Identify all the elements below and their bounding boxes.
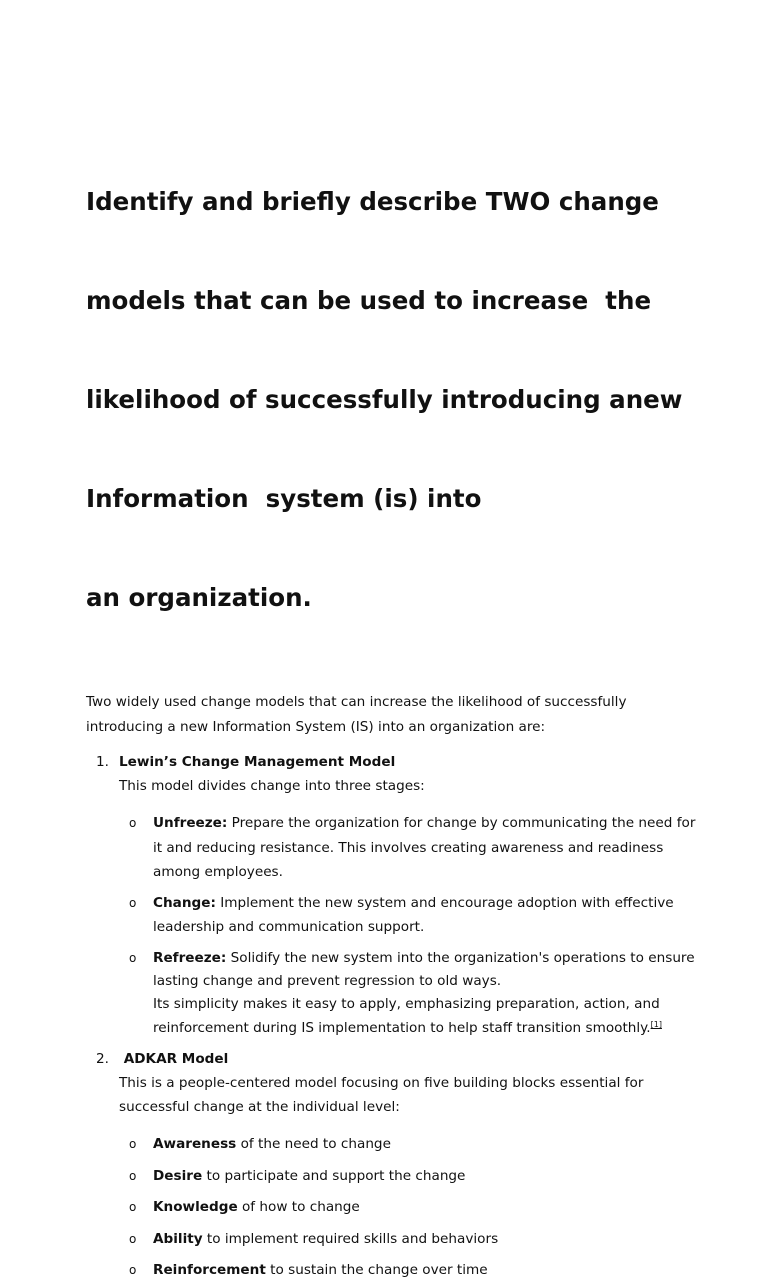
title-line: likelihood of successfully introducing anew <box>86 385 683 414</box>
block-term: Knowledge <box>153 1199 238 1215</box>
list-item <box>119 811 696 885</box>
stage-text: Implement the new system and encourage adoption with effective <box>215 894 674 911</box>
list-item <box>119 946 696 1042</box>
model-description: successful change at the individual level: <box>119 1099 400 1115</box>
title-line: Identify and briefly describe TWO change <box>86 187 659 216</box>
block-term: Desire <box>153 1167 203 1184</box>
stage-term: Change: <box>153 894 216 911</box>
block-term: Ability <box>153 1230 203 1247</box>
bullet-marker: o <box>129 1200 137 1214</box>
stage-text: Prepare the organization for change by communicating the need for <box>227 815 696 831</box>
list-number: 1. <box>96 754 109 770</box>
block-text: to sustain the change over time <box>265 1262 488 1278</box>
stage-text: leadership and communication support. <box>153 919 425 935</box>
stage-term: Unfreeze: <box>153 815 228 831</box>
block-text: to implement required skills and behaviors <box>202 1230 499 1247</box>
stage-text: Its simplicity makes it easy to apply, emphasizing preparation, action, and <box>153 996 660 1012</box>
bullet-marker: o <box>129 816 137 830</box>
document-page <box>86 119 696 1283</box>
stage-term: Refreeze: <box>153 949 227 966</box>
bullet-marker: o <box>129 950 137 965</box>
block-term: Awareness <box>153 1136 237 1152</box>
list-number: 2. <box>96 1051 109 1067</box>
list-item <box>119 1132 696 1157</box>
bullet-marker: o <box>129 895 137 910</box>
model-item-lewin <box>86 750 696 1041</box>
model-item-adkar <box>86 1047 696 1283</box>
block-term: Reinforcement <box>153 1262 266 1278</box>
intro-paragraph <box>86 690 696 739</box>
list-item <box>119 1164 696 1189</box>
list-item <box>119 891 696 940</box>
stage-text: among employees. <box>153 864 283 880</box>
model-heading: ADKAR Model <box>119 1051 229 1067</box>
stage-text: reinforcement during IS implementation to help staff transition smoothly. <box>153 1020 651 1036</box>
stage-text: lasting change and prevent regression to old ways. <box>153 973 502 989</box>
list-item <box>119 1195 696 1220</box>
stage-list <box>119 811 696 1041</box>
model-description: This model divides change into three stages: <box>119 778 425 794</box>
bullet-marker: o <box>129 1263 137 1277</box>
block-text: of how to change <box>237 1199 360 1215</box>
intro-line: Two widely used change models that can increase the likelihood of successfully <box>86 694 627 710</box>
title-line: Information system (is) into <box>86 484 482 513</box>
building-block-list <box>119 1132 696 1283</box>
bullet-marker: o <box>129 1137 137 1151</box>
list-item <box>119 1227 696 1252</box>
document-title <box>86 119 696 680</box>
model-description: This is a people-centered model focusing on five building blocks essential for <box>119 1075 644 1091</box>
footnote-reference-link[interactable]: [1] <box>650 1020 662 1029</box>
stage-text: it and reducing resistance. This involves creating awareness and readiness <box>153 839 664 856</box>
block-text: to participate and support the change <box>202 1167 466 1184</box>
title-line: models that can be used to increase the <box>86 286 652 315</box>
intro-line: introducing a new Information System (IS) into an organization are: <box>86 718 546 735</box>
block-text: of the need to change <box>236 1136 391 1152</box>
model-heading: Lewin’s Change Management Model <box>119 754 396 770</box>
title-line: an organization. <box>86 583 312 612</box>
list-item <box>119 1258 696 1283</box>
bullet-marker: o <box>129 1168 137 1183</box>
bullet-marker: o <box>129 1231 137 1246</box>
stage-text: Solidify the new system into the organization's operations to ensure <box>226 949 695 966</box>
